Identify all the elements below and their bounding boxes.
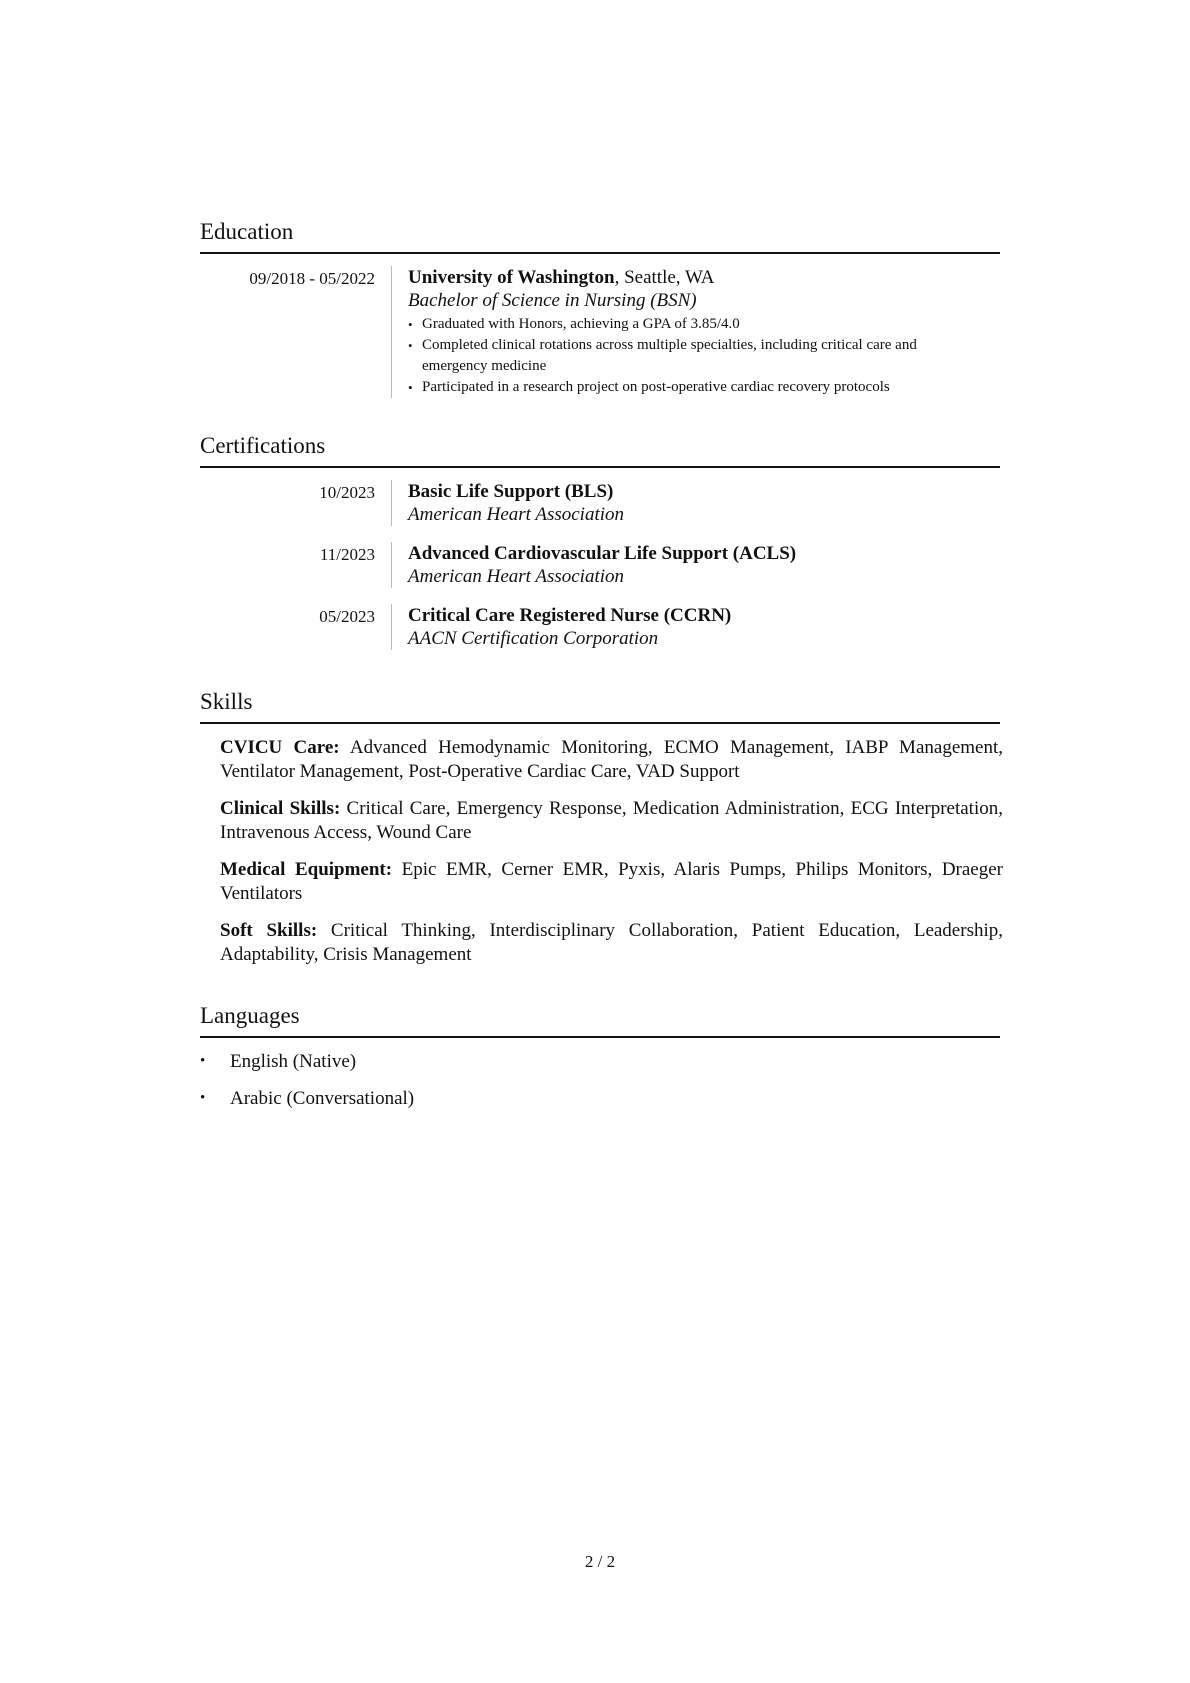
section-title-education: Education bbox=[200, 218, 1000, 254]
skill-label: CVICU Care: bbox=[220, 737, 340, 758]
certification-issuer: AACN Certification Corporation bbox=[408, 628, 659, 649]
list-item: • Graduated with Honors, achieving a GPA of 3.85/4.0 bbox=[408, 314, 978, 335]
entry-body bbox=[391, 542, 978, 588]
skill-group bbox=[220, 736, 1003, 783]
skill-text: Epic EMR, Cerner EMR, Pyxis, Alaris Pumps, Philips Monitors, Draeger Ventilators bbox=[220, 859, 1003, 904]
entry-date: 11/2023 bbox=[319, 545, 375, 564]
certification-name: Critical Care Registered Nurse (CCRN) bbox=[408, 605, 732, 626]
certification-entry bbox=[200, 604, 1000, 650]
education-section bbox=[200, 218, 1000, 398]
certification-issuer: American Heart Association bbox=[408, 504, 625, 525]
entry-heading bbox=[408, 266, 978, 289]
skill-group bbox=[220, 797, 1003, 844]
skill-label: Soft Skills: bbox=[220, 920, 318, 941]
skill-label: Medical Equipment: bbox=[220, 859, 393, 880]
education-entry bbox=[200, 266, 1000, 398]
section-title-certifications: Certifications bbox=[200, 432, 1000, 468]
list-item: • Participated in a research project on post-operative cardiac recovery protocols bbox=[408, 377, 978, 398]
list-item: • English (Native) bbox=[200, 1050, 1000, 1073]
certification-entry bbox=[200, 480, 1000, 526]
skills-section bbox=[200, 688, 1003, 980]
entry-bullets bbox=[408, 314, 978, 398]
section-title-skills: Skills bbox=[200, 688, 1000, 724]
entry-date: 05/2023 bbox=[319, 607, 375, 626]
section-title-languages: Languages bbox=[200, 1002, 1000, 1038]
skill-text: Critical Care, Emergency Response, Medication Administration, ECG Interpretation, Intravenous Access, Wound Care bbox=[220, 798, 1003, 843]
list-item: • Completed clinical rotations across multiple specialties, including critical care and emergency medicine bbox=[408, 335, 978, 377]
entry-body bbox=[391, 480, 978, 526]
certification-name: Advanced Cardiovascular Life Support (ACLS) bbox=[408, 543, 797, 564]
entry-date: 09/2018 - 05/2022 bbox=[249, 269, 375, 288]
skill-group bbox=[220, 858, 1003, 905]
entry-date: 10/2023 bbox=[319, 483, 375, 502]
certifications-section bbox=[200, 432, 1000, 650]
degree: Bachelor of Science in Nursing (BSN) bbox=[408, 290, 697, 311]
entry-body bbox=[391, 266, 978, 398]
institution-location: , Seattle, WA bbox=[614, 267, 715, 288]
skill-text: Critical Thinking, Interdisciplinary Collaboration, Patient Education, Leadership, Adaptability, Crisis Management bbox=[220, 920, 1003, 965]
skill-group bbox=[220, 919, 1003, 966]
certification-entry bbox=[200, 542, 1000, 588]
institution-name: University of Washington bbox=[408, 267, 615, 288]
skill-label: Clinical Skills: bbox=[220, 798, 341, 819]
list-item: • Arabic (Conversational) bbox=[200, 1087, 1000, 1110]
certification-name: Basic Life Support (BLS) bbox=[408, 481, 614, 502]
page-number: 2 / 2 bbox=[584, 1552, 616, 1571]
entry-body bbox=[391, 604, 978, 650]
certification-issuer: American Heart Association bbox=[408, 566, 625, 587]
languages-section bbox=[200, 1002, 1000, 1124]
skill-text: Advanced Hemodynamic Monitoring, ECMO Management, IABP Management, Ventilator Management, Post-Operative Cardiac Care, VAD Support bbox=[220, 737, 1003, 782]
languages-list bbox=[200, 1050, 1000, 1110]
